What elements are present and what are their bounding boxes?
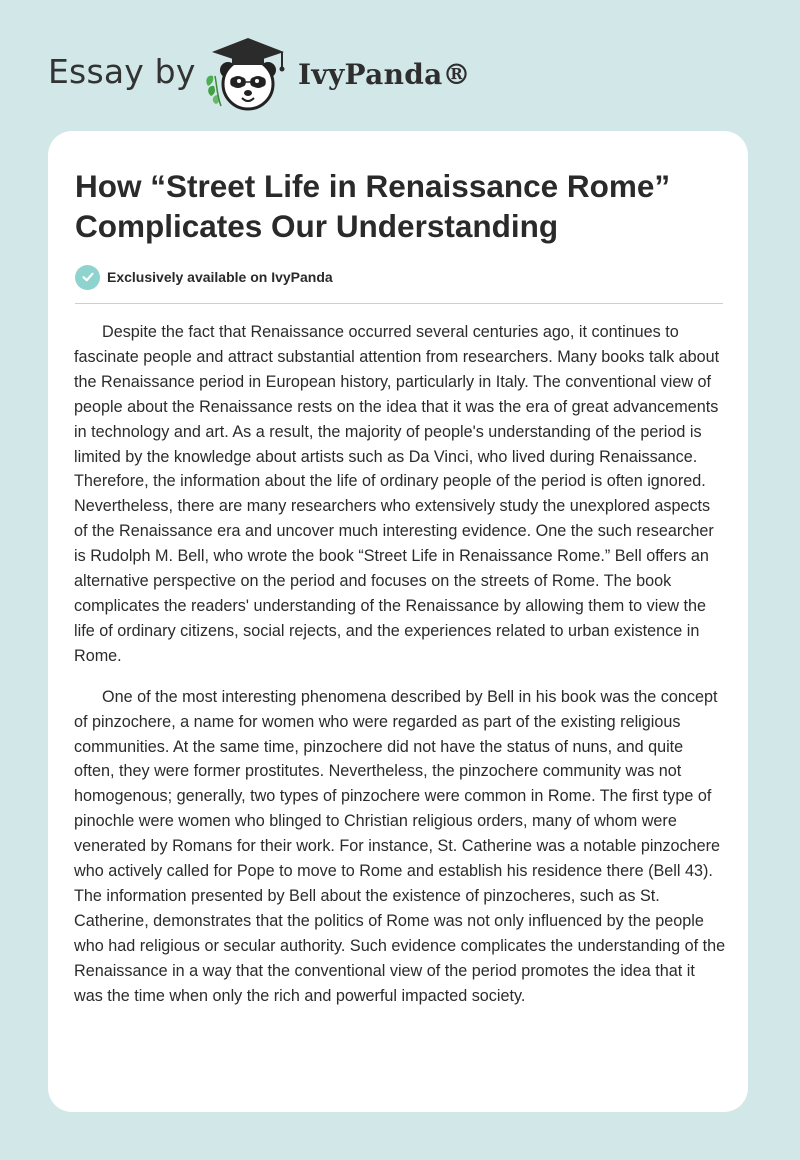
- essay-body: [74, 320, 726, 1024]
- brand-name[interactable]: IvyPanda®: [298, 58, 471, 91]
- page-title: How “Street Life in Renaissance Rome” Complicates Our Understanding: [75, 168, 671, 244]
- divider: [75, 303, 723, 304]
- exclusive-badge-label: Exclusively available on IvyPanda: [107, 269, 333, 285]
- panda-graduation-cap-logo[interactable]: [202, 34, 294, 112]
- check-circle-icon: [75, 265, 100, 290]
- essay-by-label: Essay by: [48, 52, 196, 91]
- paragraph-2: One of the most interesting phenomena described by Bell in his book was the concept of pinzochere, a name for women who were regarded as part of the existing religious communities. At the same time, pinzochere did not have the status of nuns, and quite often, they were former prostitutes. Nevertheless, the pinzochere community was not homogenous; generally, two types of pinzochere were common in Rome. The first type of pinochle were women who blinged to Christian religious orders, many of whom were venerated by Romans for their work. For instance, St. Catherine was a notable pinzochere who actively called for Pope to move to Rome and establish his residence there (Bell 43). The information presented by Bell about the existence of pinzocheres, such as St. Catherine, demonstrates that the politics of Rome was not only influenced by the people who had religious or secular authority. Such evidence complicates the understanding of the Renaissance in a way that the conventional view of the period promotes the idea that it was the time when only the rich and powerful impacted society.: [74, 687, 726, 1005]
- paragraph-1: Despite the fact that Renaissance occurred several centuries ago, it continues to fascinate people and attract substantial attention from researchers. Many books talk about the Renaissance period in European history, particularly in Italy. The conventional view of people about the Renaissance rests on the idea that it was the era of great advancements in technology and art. As a result, the majority of people's understanding of the period is limited by the knowledge about artists such as Da Vinci, who lived during Renaissance. Therefore, the information about the life of ordinary people of the period is often ignored. Nevertheless, there are many researchers who extensively study the unexplored aspects of the Renaissance era and uncover much interesting evidence. One the such researcher is Rudolph M. Bell, who wrote the book “Street Life in Renaissance Rome.” Bell offers an alternative perspective on the period and focuses on the streets of Rome. The book complicates the readers' understanding of the Renaissance by allowing them to view the life of ordinary citizens, social rejects, and the experiences related to urban existence in Rome.: [74, 323, 720, 665]
- essay-card: [48, 131, 748, 1112]
- site-header: [48, 34, 748, 110]
- exclusive-badge: [75, 264, 333, 290]
